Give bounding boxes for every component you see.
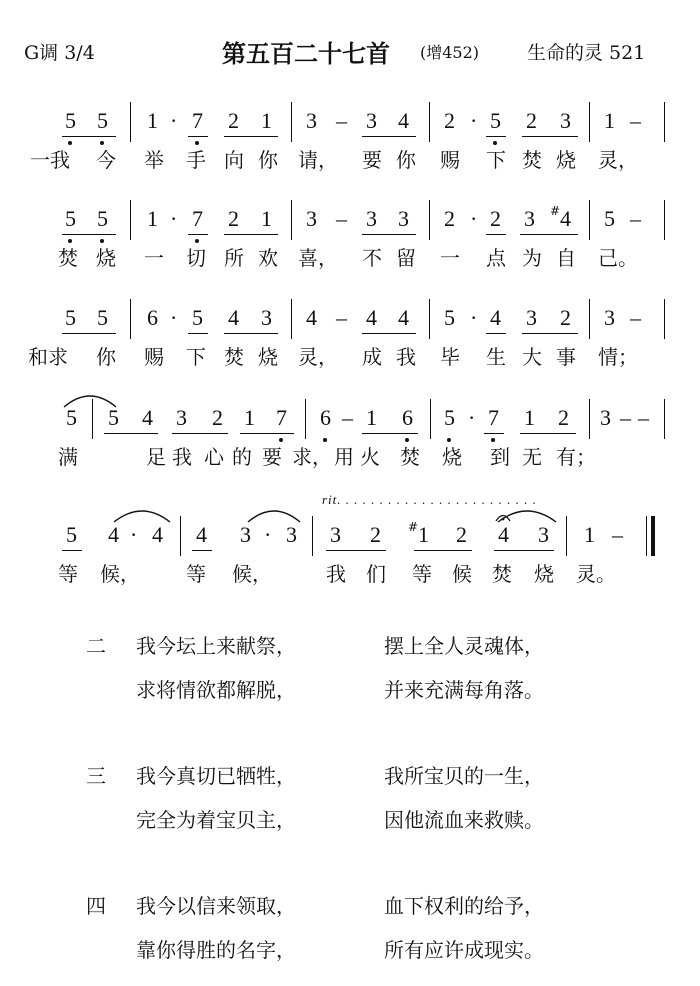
verse-3 — [0, 760, 700, 850]
note: 2 — [228, 108, 239, 133]
note-dot: · — [170, 305, 178, 330]
barline — [589, 299, 590, 339]
underline — [62, 550, 82, 551]
note: 4 — [108, 522, 119, 547]
verse-2 — [0, 630, 700, 720]
note: 1 — [261, 206, 272, 231]
lyric: 满 — [58, 445, 78, 469]
lyric: 不 — [362, 246, 382, 270]
lyric-row — [0, 558, 700, 592]
note: 4 — [306, 305, 317, 330]
lyric: 烧 — [258, 345, 278, 369]
lyric: 心 — [204, 445, 224, 469]
note: 7 — [192, 206, 203, 231]
underline — [494, 550, 554, 551]
verse-number: 四 — [86, 894, 106, 918]
note: 1 — [147, 206, 158, 231]
barline — [92, 399, 93, 439]
note: 4 — [398, 108, 409, 133]
note: 5 — [97, 206, 108, 231]
lyric: 和求 — [28, 345, 68, 369]
underline — [484, 433, 504, 434]
note-dot: · — [470, 206, 478, 231]
lyric: 自 — [556, 246, 576, 270]
underline — [188, 234, 208, 235]
note: 3 — [176, 405, 187, 430]
lyric: 生 — [486, 345, 506, 369]
lyric: 焚 — [400, 445, 420, 469]
lyric: 烧 — [96, 246, 116, 270]
lyric: 你 — [96, 345, 116, 369]
lyric: 火 — [360, 445, 380, 469]
note: 5 — [66, 405, 77, 430]
barline — [429, 200, 430, 240]
lyric: 焚 — [492, 562, 512, 586]
lyric: 喜， — [298, 246, 338, 270]
lyric: 用 — [334, 445, 354, 469]
lyric: 无 — [522, 445, 542, 469]
dash: – — [630, 206, 641, 231]
note: 3 — [366, 206, 377, 231]
note: 2 — [444, 206, 455, 231]
note: 3 — [286, 522, 297, 547]
lyric: 等 — [186, 562, 206, 586]
note-dot: · — [468, 405, 476, 430]
note: 5 — [65, 108, 76, 133]
underline — [62, 136, 116, 137]
note: 3 — [306, 108, 317, 133]
lyric: 欢 — [258, 246, 278, 270]
note: 1 — [261, 108, 272, 133]
note-dot: · — [130, 522, 138, 547]
lyric: 我 — [396, 345, 416, 369]
note: 1 — [366, 405, 377, 430]
barline — [429, 102, 430, 142]
lyric: 要 — [262, 445, 282, 469]
verse-number: 三 — [86, 764, 106, 788]
underline — [362, 136, 416, 137]
lyric: 今 — [96, 148, 116, 172]
lyric: 我 — [326, 562, 346, 586]
barline — [664, 299, 665, 339]
lyric: 情； — [598, 345, 638, 369]
lyric: 手 — [186, 148, 206, 172]
lyric: 焚 — [224, 345, 244, 369]
lyric: 点 — [486, 246, 506, 270]
barline — [664, 399, 665, 439]
note: 5 — [444, 405, 455, 430]
verse-line: 摆上全人灵魂体， — [384, 634, 544, 658]
underline — [520, 234, 578, 235]
lyric: 足 — [146, 445, 166, 469]
note: 4 — [196, 522, 207, 547]
note: 5 — [97, 108, 108, 133]
dash: – — [638, 405, 649, 430]
lyric: 向 — [224, 148, 244, 172]
hymn-header — [0, 38, 700, 68]
score-system-1 — [0, 108, 700, 178]
barline — [305, 399, 306, 439]
barline — [589, 399, 590, 439]
verse-line: 求将情欲都解脱， — [136, 678, 296, 702]
note: 7 — [192, 108, 203, 133]
dash: – — [342, 405, 353, 430]
barline — [312, 516, 313, 556]
note: 2 — [558, 405, 569, 430]
lyric: 请， — [298, 148, 338, 172]
fermata-icon — [495, 512, 511, 522]
note: 2 — [490, 206, 501, 231]
note: 4 — [142, 405, 153, 430]
verse-line: 我今真切已牺牲， — [136, 764, 296, 788]
lyric: 大 — [522, 345, 542, 369]
notation-row — [0, 522, 700, 558]
verse-line: 所有应许成现实。 — [384, 938, 544, 962]
note: 3 — [526, 305, 537, 330]
lyric: 你 — [396, 148, 416, 172]
underline — [224, 136, 278, 137]
underline — [224, 234, 278, 235]
hymn-title: 第五百二十七首 — [222, 39, 390, 68]
underline — [362, 333, 416, 334]
lyric: 所 — [224, 246, 244, 270]
note: 6 — [320, 405, 331, 430]
underline — [192, 550, 212, 551]
lyric: 事 — [556, 345, 576, 369]
underline — [62, 234, 116, 235]
note: 2 — [444, 108, 455, 133]
note: 5 — [604, 206, 615, 231]
underline — [522, 333, 578, 334]
lyric: 候， — [232, 562, 272, 586]
lyric: 赐 — [144, 345, 164, 369]
note: 4 — [228, 305, 239, 330]
key-time-signature: G调 3/4 — [24, 42, 95, 64]
verse-line: 我今坛上来献祭， — [136, 634, 296, 658]
note: 5 — [444, 305, 455, 330]
lyric: 烧 — [442, 445, 462, 469]
underline — [486, 234, 506, 235]
lyric: 一 — [440, 246, 460, 270]
barline — [291, 200, 292, 240]
verse-line: 我所宝贝的一生， — [384, 764, 544, 788]
underline — [224, 333, 278, 334]
lyric: 赐 — [440, 148, 460, 172]
underline — [240, 433, 294, 434]
note: 3 — [306, 206, 317, 231]
dash: – — [336, 305, 347, 330]
note: 3 — [261, 305, 272, 330]
barline — [180, 516, 181, 556]
sharp-sign: # — [550, 204, 561, 218]
hymn-name: 生命的灵 521 — [527, 42, 646, 64]
note: 3 — [538, 522, 549, 547]
score-system-5 — [0, 492, 700, 592]
note-dot: · — [264, 522, 272, 547]
underline — [104, 433, 158, 434]
notation-row — [0, 305, 700, 341]
sharp-sign: # — [408, 520, 419, 534]
note: 3 — [600, 405, 611, 430]
underline — [326, 550, 386, 551]
notation-row — [0, 108, 700, 144]
lyric: 切 — [186, 246, 206, 270]
note: 5 — [108, 405, 119, 430]
hymn-extra-number: (增452) — [420, 43, 480, 62]
dash: – — [620, 405, 631, 430]
lyric: 灵， — [598, 148, 638, 172]
final-barline-thick — [651, 516, 655, 556]
verse-line: 靠你得胜的名字， — [136, 938, 296, 962]
barline — [589, 102, 590, 142]
underline — [172, 433, 228, 434]
note: 4 — [490, 305, 501, 330]
note: 4 — [152, 522, 163, 547]
lyric: 有； — [556, 445, 596, 469]
barline — [566, 516, 567, 556]
verse-line: 血下权利的给予， — [384, 894, 544, 918]
dash: – — [336, 108, 347, 133]
note: 5 — [65, 305, 76, 330]
lyric: 等 — [412, 562, 432, 586]
ritardando-marking: rit. . . . . . . . . . . . . . . . . . . . . . . . — [322, 492, 538, 507]
barline — [291, 102, 292, 142]
lyric: 成 — [362, 345, 382, 369]
score-system-4 — [0, 405, 700, 475]
underline — [414, 550, 472, 551]
underline — [188, 333, 208, 334]
note: 1 — [147, 108, 158, 133]
note: 2 — [212, 405, 223, 430]
note: 2 — [456, 522, 467, 547]
lyric: 要 — [362, 148, 382, 172]
dash: – — [612, 522, 623, 547]
underline — [62, 333, 116, 334]
lyric: 留 — [396, 246, 416, 270]
note: 5 — [66, 522, 77, 547]
verse-line: 并来充满每角落。 — [384, 678, 544, 702]
lyric-row — [0, 441, 700, 475]
underline — [486, 333, 506, 334]
verse-line: 我今以信来领取， — [136, 894, 296, 918]
verse-4 — [0, 890, 700, 980]
lyric: 灵， — [298, 345, 338, 369]
lyric: 焚 — [58, 246, 78, 270]
note: 2 — [560, 305, 571, 330]
note: 4 — [498, 522, 509, 547]
note: 4 — [560, 206, 571, 231]
lyric-row — [0, 144, 700, 178]
lyric: 等 — [58, 562, 78, 586]
lyric: 烧 — [534, 562, 554, 586]
notation-row — [0, 206, 700, 242]
lyric-row — [0, 242, 700, 276]
barline — [429, 299, 430, 339]
lyric: 一我 — [30, 148, 70, 172]
note: 7 — [276, 405, 287, 430]
note-dot: · — [170, 108, 178, 133]
lyric: 灵。 — [576, 562, 616, 586]
verse-line: 因他流血来救赎。 — [384, 808, 544, 832]
dash: – — [630, 305, 641, 330]
lyric-row — [0, 341, 700, 375]
barline — [291, 299, 292, 339]
note: 3 — [398, 206, 409, 231]
barline — [130, 200, 131, 240]
barline — [130, 299, 131, 339]
lyric: 候， — [100, 562, 140, 586]
score-system-3 — [0, 305, 700, 375]
lyric: 们 — [366, 562, 386, 586]
note: 3 — [330, 522, 341, 547]
dash: – — [630, 108, 641, 133]
note: 3 — [560, 108, 571, 133]
lyric: 候 — [452, 562, 472, 586]
note: 6 — [147, 305, 158, 330]
lyric: 毕 — [440, 345, 460, 369]
lyric: 为 — [522, 246, 542, 270]
note: 6 — [402, 405, 413, 430]
note: 4 — [366, 305, 377, 330]
note: 3 — [524, 206, 535, 231]
verse-line: 完全为着宝贝主， — [136, 808, 296, 832]
note-dot: · — [470, 305, 478, 330]
note-dot: · — [170, 206, 178, 231]
underline — [522, 136, 578, 137]
underline — [188, 136, 208, 137]
lyric: 己。 — [598, 246, 638, 270]
lyric: 到 — [490, 445, 510, 469]
note: 4 — [398, 305, 409, 330]
lyric: 下 — [486, 148, 506, 172]
note: 7 — [488, 405, 499, 430]
lyric: 下 — [186, 345, 206, 369]
barline — [664, 200, 665, 240]
lyric: 我 — [172, 445, 192, 469]
underline — [486, 136, 506, 137]
note: 1 — [418, 522, 429, 547]
lyric: 一 — [144, 246, 164, 270]
note: 5 — [65, 206, 76, 231]
lyric: 求， — [292, 445, 332, 469]
barline — [589, 200, 590, 240]
underline — [362, 433, 418, 434]
note: 2 — [228, 206, 239, 231]
verse-number: 二 — [86, 634, 106, 658]
underline — [362, 234, 416, 235]
note: 3 — [604, 305, 615, 330]
note: 2 — [370, 522, 381, 547]
score-system-2 — [0, 206, 700, 276]
underline — [520, 433, 576, 434]
dash: – — [336, 206, 347, 231]
lyric: 举 — [144, 148, 164, 172]
barline — [664, 102, 665, 142]
note: 1 — [244, 405, 255, 430]
notation-row — [0, 405, 700, 441]
note: 5 — [490, 108, 501, 133]
note: 3 — [240, 522, 251, 547]
note-dot: · — [470, 108, 478, 133]
barline — [430, 399, 431, 439]
final-barline-thin — [646, 516, 647, 556]
note: 1 — [584, 522, 595, 547]
note: 3 — [366, 108, 377, 133]
lyric: 你 — [258, 148, 278, 172]
lyric: 烧 — [556, 148, 576, 172]
note: 2 — [526, 108, 537, 133]
lyric: 的 — [232, 445, 252, 469]
note: 5 — [192, 305, 203, 330]
note: 1 — [604, 108, 615, 133]
barline — [130, 102, 131, 142]
note: 1 — [524, 405, 535, 430]
lyric: 焚 — [522, 148, 542, 172]
note: 5 — [97, 305, 108, 330]
